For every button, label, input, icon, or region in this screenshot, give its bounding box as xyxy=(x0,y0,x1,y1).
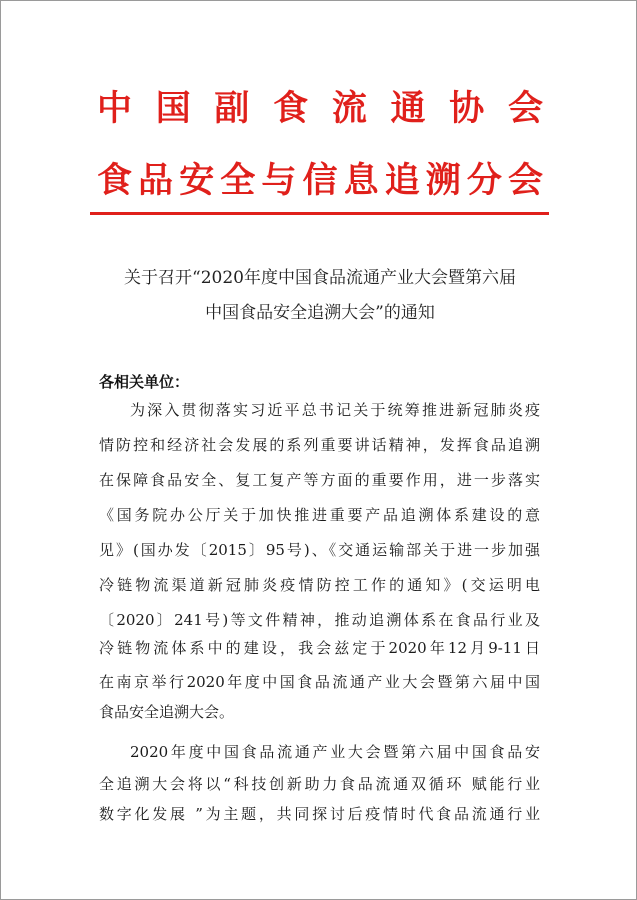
body-line: 见》(国办发〔2015〕95号)、《交通运输部关于进一步加强 xyxy=(99,541,540,559)
body-line: 为深入贯彻落实习近平总书记关于统筹推进新冠肺炎疫 xyxy=(130,401,540,419)
notice-title-line-2: 中国食品安全追溯大会”的通知 xyxy=(205,303,435,323)
body-line: 在南京举行2020年度中国食品流通产业大会暨第六届中国 xyxy=(99,673,540,691)
body-line: 〔2020〕241号)等文件精神，推动追溯体系在食品行业及 xyxy=(99,611,540,629)
body-line: 食品安全追溯大会。 xyxy=(99,703,235,721)
branch-name-title: 食品安全与信息追溯分会 xyxy=(97,160,543,201)
body-line: 在保障食品安全、复工复产等方面的重要作用，进一步落实 xyxy=(99,471,540,489)
body-line: 冷链物流渠道新冠肺炎疫情防控工作的通知》(交运明电 xyxy=(99,576,540,594)
notice-title-line-1: 关于召开“2020年度中国食品流通产业大会暨第六届 xyxy=(124,268,516,288)
body-line: 情防控和经济社会发展的系列重要讲话精神，发挥食品追溯 xyxy=(99,436,540,454)
body-line: 全追溯大会将以“科技创新助力食品流通双循环 赋能行业 xyxy=(99,775,540,793)
org-name-title: 中国副食流通协会 xyxy=(97,88,543,129)
body-line: 《国务院办公厅关于加快推进重要产品追溯体系建设的意 xyxy=(99,506,540,524)
body-line: 冷链物流体系中的建设，我会兹定于2020年12月9-11日 xyxy=(99,639,540,657)
body-line: 数字化发展 ”为主题，共同探讨后疫情时代食品流通行业 xyxy=(99,805,540,823)
salutation: 各相关单位： xyxy=(99,373,190,391)
header-red-divider xyxy=(90,212,549,215)
body-line: 2020年度中国食品流通产业大会暨第六届中国食品安 xyxy=(130,743,540,761)
